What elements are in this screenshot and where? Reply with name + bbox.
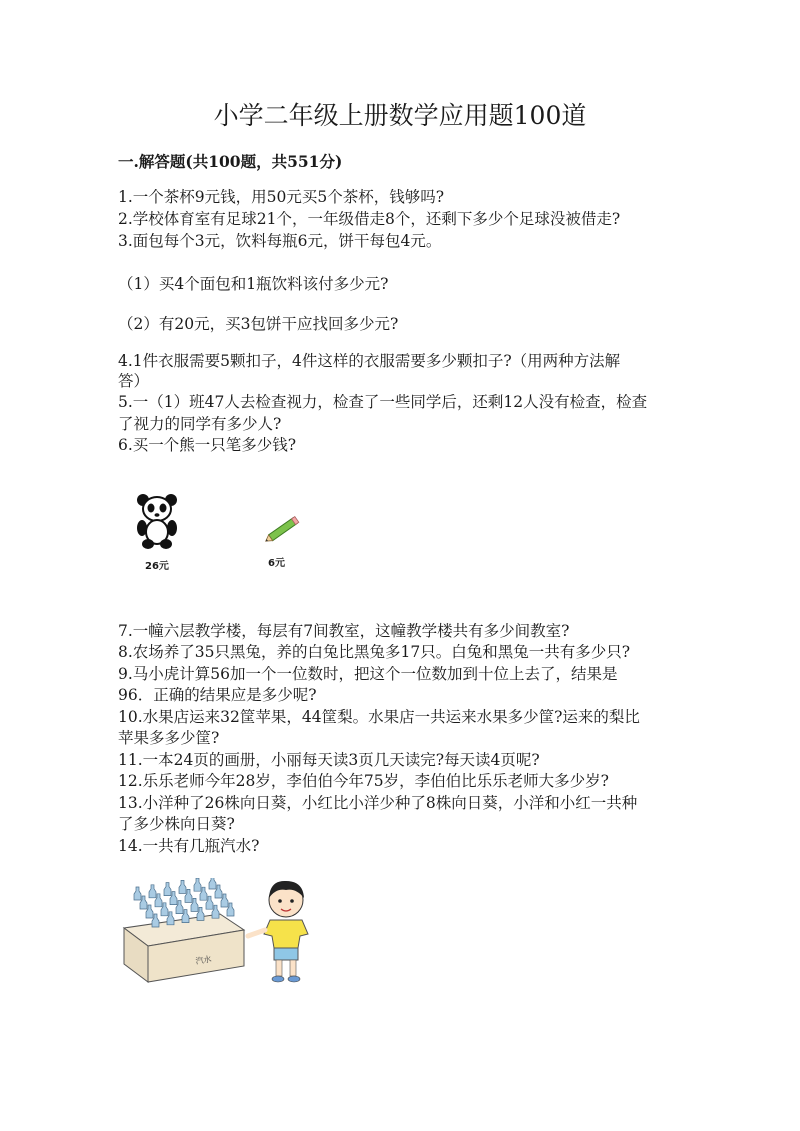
panda-price: 26元 [145, 561, 169, 572]
question-13-line-2: 了多少株向日葵? [118, 815, 235, 833]
soda-bottle-icon [134, 887, 141, 900]
boy-figure [248, 881, 308, 982]
page-title: 小学二年级上册数学应用题100道 [213, 101, 587, 130]
soda-crate-illustration [120, 878, 320, 988]
pencil-icon [262, 513, 306, 545]
question-4-line-1: 4.1件衣服需要5颗扣子，4件这样的衣服需要多少颗扣子?（用两种方法解 [118, 352, 621, 370]
panda-icon [134, 492, 184, 550]
question-14: 14.一共有几瓶汽水? [118, 837, 260, 855]
question-10-line-1: 10.水果店运来32筐苹果，44筐梨。水果店一共运来水果多少筐?运来的梨比 [118, 708, 640, 726]
section-heading: 一.解答题(共100题，共551分) [118, 152, 343, 171]
question-9-line-2: 96．正确的结果应是多少呢? [118, 686, 317, 704]
crate-label: 汽水 [194, 954, 213, 966]
soda-bottle-icon [209, 878, 216, 889]
question-5-line-2: 了视力的同学有多少人? [118, 415, 282, 433]
question-6: 6.买一个熊一只笔多少钱? [118, 436, 297, 454]
pencil-price: 6元 [268, 558, 285, 569]
question-2: 2.学校体育室有足球21个，一年级借走8个，还剩下多少个足球没被借走? [118, 210, 621, 228]
question-3-part-1: （1）买4个面包和1瓶饮料该付多少元? [118, 275, 389, 293]
soda-bottle-icon [179, 880, 186, 893]
question-8: 8.农场养了35只黑兔，养的白兔比黑兔多17只。白兔和黑兔一共有多少只? [118, 643, 631, 661]
question-5-line-1: 5.一（1）班47人去检查视力，检查了一些同学后，还剩12人没有检查，检查 [118, 393, 648, 411]
soda-bottle-icon [194, 878, 201, 891]
question-12: 12.乐乐老师今年28岁，李伯伯今年75岁，李伯伯比乐乐老师大多少岁? [118, 772, 609, 790]
question-3: 3.面包每个3元，饮料每瓶6元，饼干每包4元。 [118, 232, 442, 250]
question-11: 11.一本24页的画册，小丽每天读3页几天读完?每天读4页呢? [118, 751, 540, 769]
question-4-line-2: 答） [118, 372, 150, 390]
question-1: 1.一个茶杯9元钱，用50元买5个茶杯，钱够吗? [118, 188, 445, 206]
question-13-line-1: 13.小洋种了26株向日葵，小红比小洋少种了8株向日葵，小洋和小红一共种 [118, 794, 638, 812]
soda-bottle-icon [164, 883, 171, 896]
question-9-line-1: 9.马小虎计算56加一个一位数时，把这个一位数加到十位上去了，结果是 [118, 665, 618, 683]
question-10-line-2: 苹果多多少筐? [118, 729, 220, 747]
soda-bottle-icon [149, 885, 156, 898]
question-3-part-2: （2）有20元，买3包饼干应找回多少元? [118, 315, 399, 333]
question-7: 7.一幢六层教学楼，每层有7间教室，这幢教学楼共有多少间教室? [118, 622, 570, 640]
